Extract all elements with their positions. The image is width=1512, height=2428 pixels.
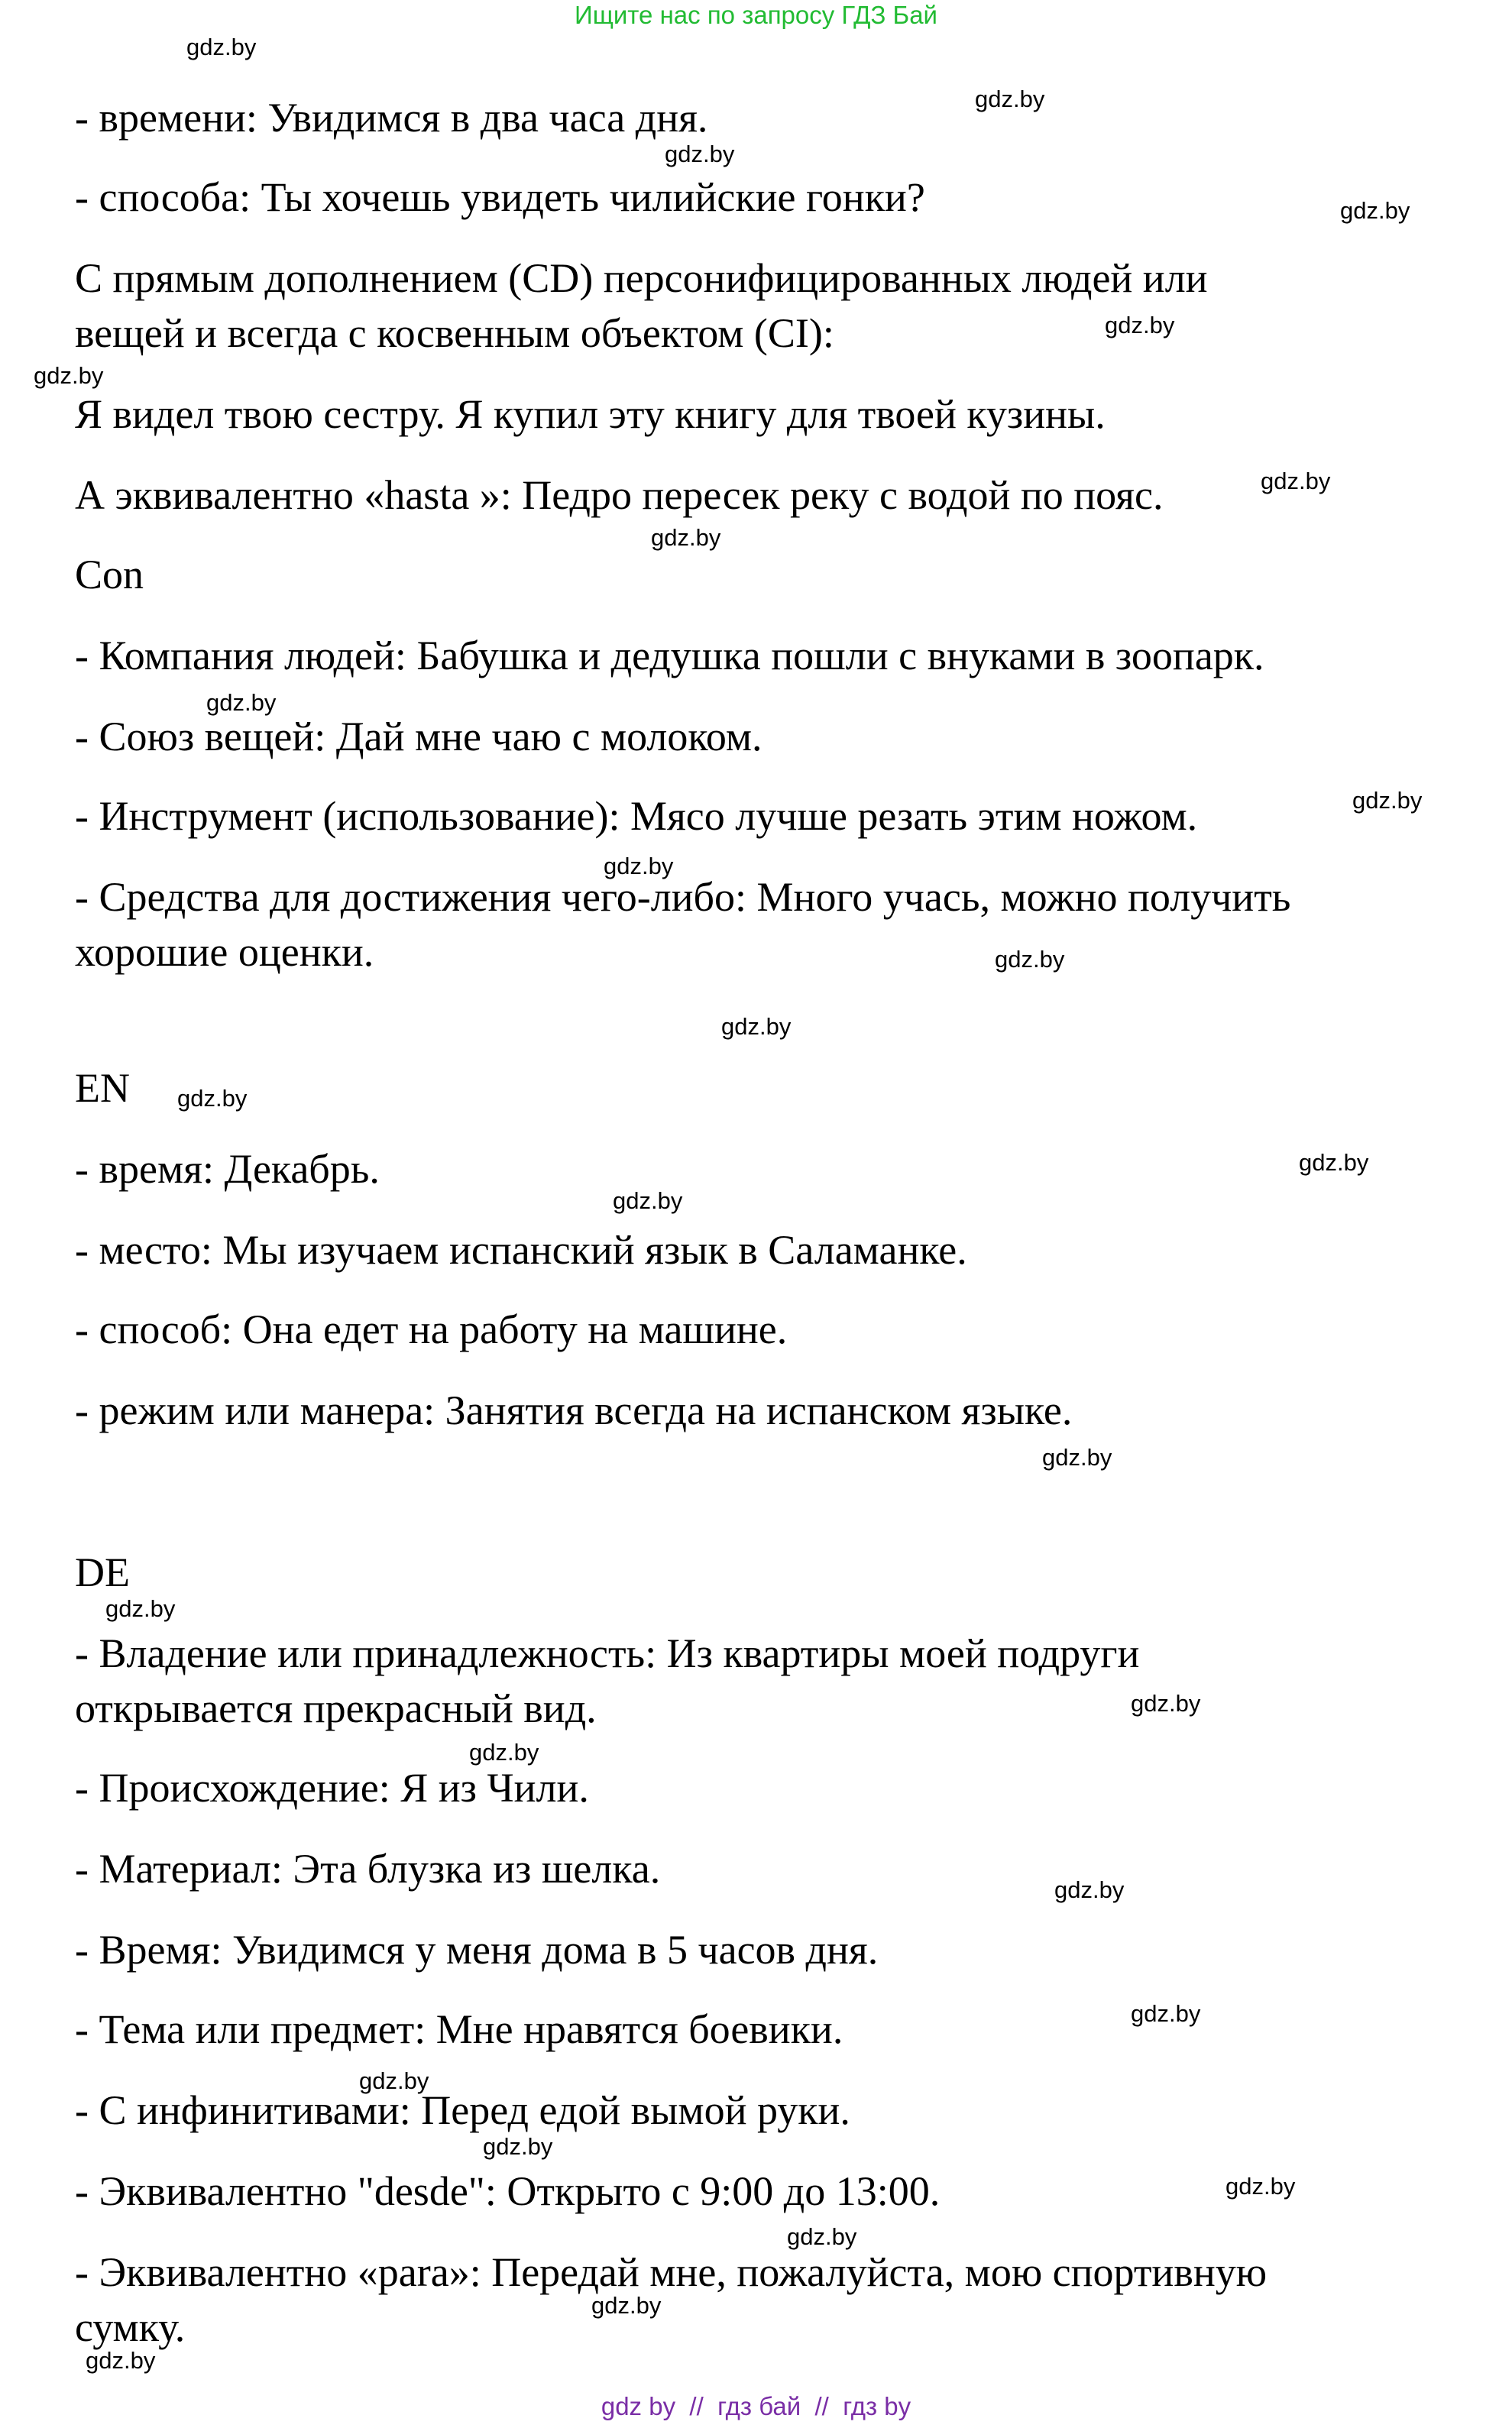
watermark-text: gdz.by bbox=[1299, 1149, 1369, 1176]
section-heading-con: Con bbox=[75, 552, 144, 597]
watermark-text: gdz.by bbox=[105, 1595, 176, 1622]
text-line: - Компания людей: Бабушка и дедушка пошли с внуками в зоопарк. bbox=[75, 633, 1264, 678]
watermark-text: gdz.by bbox=[651, 524, 721, 551]
watermark-text: gdz.by bbox=[1261, 468, 1331, 494]
footer-link-gdz-bai[interactable]: гдз бай bbox=[717, 2392, 801, 2420]
text-line: - Эквивалентно «para»: Передай мне, пожалуйста, мою спортивную bbox=[75, 2249, 1268, 2295]
watermark-text: gdz.by bbox=[186, 34, 257, 60]
watermark-text: gdz.by bbox=[86, 2347, 156, 2374]
watermark-text: gdz.by bbox=[1054, 1876, 1125, 1903]
text-line: сумку. bbox=[75, 2304, 186, 2350]
watermark-text: gdz.by bbox=[604, 853, 674, 879]
watermark-text: gdz.by bbox=[787, 2223, 857, 2250]
watermark-text: gdz.by bbox=[1105, 312, 1175, 338]
text-line: - Происхождение: Я из Чили. bbox=[75, 1765, 589, 1811]
text-line: - способа: Ты хочешь увидеть чилийские гонки? bbox=[75, 174, 925, 220]
text-line: Я видел твою сестру. Я купил эту книгу для твоей кузины. bbox=[75, 391, 1106, 437]
watermark-text: gdz.by bbox=[591, 2292, 662, 2319]
text-line: - Союз вещей: Дай мне чаю с молоком. bbox=[75, 714, 762, 759]
watermark-text: gdz.by bbox=[1352, 787, 1423, 814]
footer-separator: // bbox=[689, 2392, 704, 2420]
section-heading-en: EN bbox=[75, 1065, 130, 1111]
footer-links bbox=[0, 2391, 1512, 2422]
footer-link-gdz-by-ru[interactable]: гдз by bbox=[843, 2392, 911, 2420]
text-line: - место: Мы изучаем испанский язык в Саламанке. bbox=[75, 1227, 967, 1273]
text-line: открывается прекрасный вид. bbox=[75, 1685, 597, 1731]
watermark-text: gdz.by bbox=[177, 1085, 248, 1112]
text-line: - Владение или принадлежность: Из квартиры моей подруги bbox=[75, 1630, 1140, 1676]
footer-link-gdz-by[interactable]: gdz by bbox=[601, 2392, 676, 2420]
watermark-text: gdz.by bbox=[34, 362, 104, 389]
text-line: - Материал: Эта блузка из шелка. bbox=[75, 1846, 661, 1892]
text-line: А эквивалентно «hasta »: Педро пересек реку с водой по пояс. bbox=[75, 472, 1164, 518]
text-line: вещей и всегда с косвенным объектом (CI): bbox=[75, 310, 834, 356]
text-line: - Эквивалентно "desde": Открыто с 9:00 до 13:00. bbox=[75, 2168, 941, 2214]
text-line: - Тема или предмет: Мне нравятся боевики. bbox=[75, 2006, 843, 2052]
text-line: - режим или манера: Занятия всегда на испанском языке. bbox=[75, 1387, 1073, 1433]
watermark-text: gdz.by bbox=[995, 946, 1065, 973]
text-line: - способ: Она едет на работу на машине. bbox=[75, 1306, 788, 1352]
header-link[interactable]: Ищите нас по запросу ГДЗ Бай bbox=[575, 1, 937, 29]
watermark-text: gdz.by bbox=[613, 1187, 683, 1214]
text-line: хорошие оценки. bbox=[75, 929, 374, 975]
watermark-text: gdz.by bbox=[1340, 197, 1410, 224]
watermark-text: gdz.by bbox=[359, 2067, 429, 2094]
text-line: С прямым дополнением (CD) персонифицированных людей или bbox=[75, 255, 1208, 301]
watermark-text: gdz.by bbox=[975, 86, 1045, 112]
text-line: - С инфинитивами: Перед едой вымой руки. bbox=[75, 2087, 850, 2133]
watermark-text: gdz.by bbox=[1131, 1690, 1201, 1717]
watermark-text: gdz.by bbox=[206, 689, 277, 716]
text-line: - Время: Увидимся у меня дома в 5 часов дня. bbox=[75, 1927, 879, 1973]
text-line: - время: Декабрь. bbox=[75, 1146, 380, 1192]
footer-separator: // bbox=[814, 2392, 829, 2420]
watermark-text: gdz.by bbox=[1225, 2173, 1296, 2200]
watermark-text: gdz.by bbox=[469, 1739, 539, 1766]
watermark-text: gdz.by bbox=[721, 1013, 792, 1040]
watermark-text: gdz.by bbox=[665, 141, 735, 167]
text-line: - времени: Увидимся в два часа дня. bbox=[75, 95, 708, 141]
section-heading-de: DE bbox=[75, 1549, 130, 1595]
watermark-text: gdz.by bbox=[483, 2133, 553, 2160]
watermark-text: gdz.by bbox=[1131, 2000, 1201, 2027]
watermark-text: gdz.by bbox=[1042, 1444, 1112, 1471]
text-line: - Инструмент (использование): Мясо лучше резать этим ножом. bbox=[75, 793, 1198, 839]
text-line: - Средства для достижения чего-либо: Много учась, можно получить bbox=[75, 874, 1291, 920]
